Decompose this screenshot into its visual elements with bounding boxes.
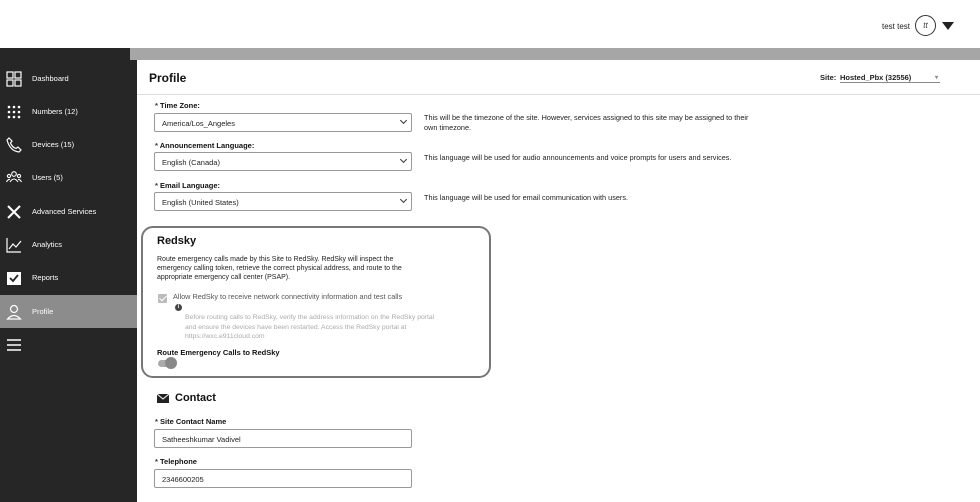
profile-icon (6, 304, 22, 320)
mail-icon (157, 394, 169, 403)
redsky-note: Before routing calls to RedSky, verify the address information on the RedSky portal and ensure the devices have been restarted. Access the RedSky portal at https://wxc.e911cloud.com (185, 314, 435, 341)
route-emergency-label: Route Emergency Calls to RedSky (157, 348, 280, 357)
site-contact-name-field[interactable]: Satheeshkumar Vadivel (154, 429, 412, 448)
reports-icon (6, 270, 22, 286)
site-contact-name-label: * Site Contact Name (155, 417, 227, 426)
users-icon (6, 170, 22, 186)
time-zone-label: * Time Zone: (155, 101, 200, 110)
email-language-select[interactable]: English (United States) (154, 192, 412, 211)
analytics-icon (6, 237, 22, 253)
header-stripe (130, 48, 980, 60)
sidebar-item-dashboard[interactable] (0, 62, 137, 95)
announcement-language-label: * Announcement Language: (155, 141, 255, 150)
keypad-icon (6, 104, 22, 120)
chevron-down-icon: ▾ (934, 75, 938, 81)
sidebar-item-advanced-services[interactable] (0, 195, 137, 228)
sidebar-item-profile[interactable] (0, 295, 137, 328)
sidebar-item-label: Devices (15) (32, 140, 75, 149)
sidebar-item-label: Users (5) (32, 173, 63, 182)
site-select[interactable] (840, 71, 940, 83)
announcement-language-help: This language will be used for audio announcements and voice prompts for users and services. (424, 153, 732, 162)
divider (137, 94, 980, 95)
redsky-consent-checkbox[interactable] (158, 294, 167, 303)
page-title: Profile (149, 71, 187, 85)
avatar[interactable]: tt (915, 15, 936, 36)
email-language-label: * Email Language: (155, 181, 221, 190)
redsky-section (141, 226, 491, 378)
info-icon[interactable]: i (175, 304, 182, 311)
chevron-down-icon (400, 156, 407, 163)
sidebar-item-label: Numbers (12) (32, 107, 78, 116)
main-content (137, 60, 980, 502)
sidebar-item-label: Analytics (32, 240, 63, 249)
contact-heading: Contact (157, 392, 216, 404)
sidebar-menu-toggle[interactable] (0, 328, 137, 361)
phone-icon (6, 137, 22, 153)
redsky-description: Route emergency calls made by this Site to RedSky. RedSky will inspect the emergency calling token, retrieve the correct physical address, and route to the appropriate emergency call center (PSAP). (157, 256, 402, 281)
telephone-field[interactable]: 2346600205 (154, 469, 412, 488)
toggle-knob[interactable] (165, 357, 177, 369)
sidebar-item-label: Profile (32, 307, 54, 316)
chevron-down-icon (400, 117, 407, 124)
telephone-label: * Telephone (155, 457, 197, 466)
announcement-language-select[interactable]: English (Canada) (154, 152, 412, 171)
site-label: Site: (820, 73, 837, 82)
sidebar-tab (0, 48, 130, 60)
sidebar-item-label: Dashboard (32, 74, 69, 83)
user-menu-caret-icon[interactable] (942, 22, 954, 30)
site-select-value: Hosted_Pbx (32556) (840, 73, 912, 82)
top-bar (0, 0, 980, 48)
sidebar-item-users[interactable] (0, 161, 137, 194)
hamburger-icon (6, 337, 22, 353)
sidebar-item-label: Reports (32, 273, 59, 282)
time-zone-select[interactable]: America/Los_Angeles (154, 113, 412, 132)
user-name: test test (881, 22, 910, 31)
email-language-help: This language will be used for email communication with users. (424, 193, 629, 202)
time-zone-help: This will be the timezone of the site. However, services assigned to this site may be assigned to their own timezone. (424, 113, 749, 132)
redsky-title: Redsky (157, 235, 197, 247)
redsky-consent-label: Allow RedSky to receive network connectivity information and test callsi (173, 292, 403, 310)
tools-icon (6, 204, 22, 220)
sidebar-item-analytics[interactable] (0, 228, 137, 261)
dashboard-icon (6, 71, 22, 87)
sidebar-item-devices[interactable] (0, 128, 137, 161)
chevron-down-icon (400, 196, 407, 203)
sidebar-item-reports[interactable] (0, 261, 137, 294)
sidebar-item-numbers[interactable] (0, 95, 137, 128)
sidebar-item-label: Advanced Services (32, 207, 97, 216)
